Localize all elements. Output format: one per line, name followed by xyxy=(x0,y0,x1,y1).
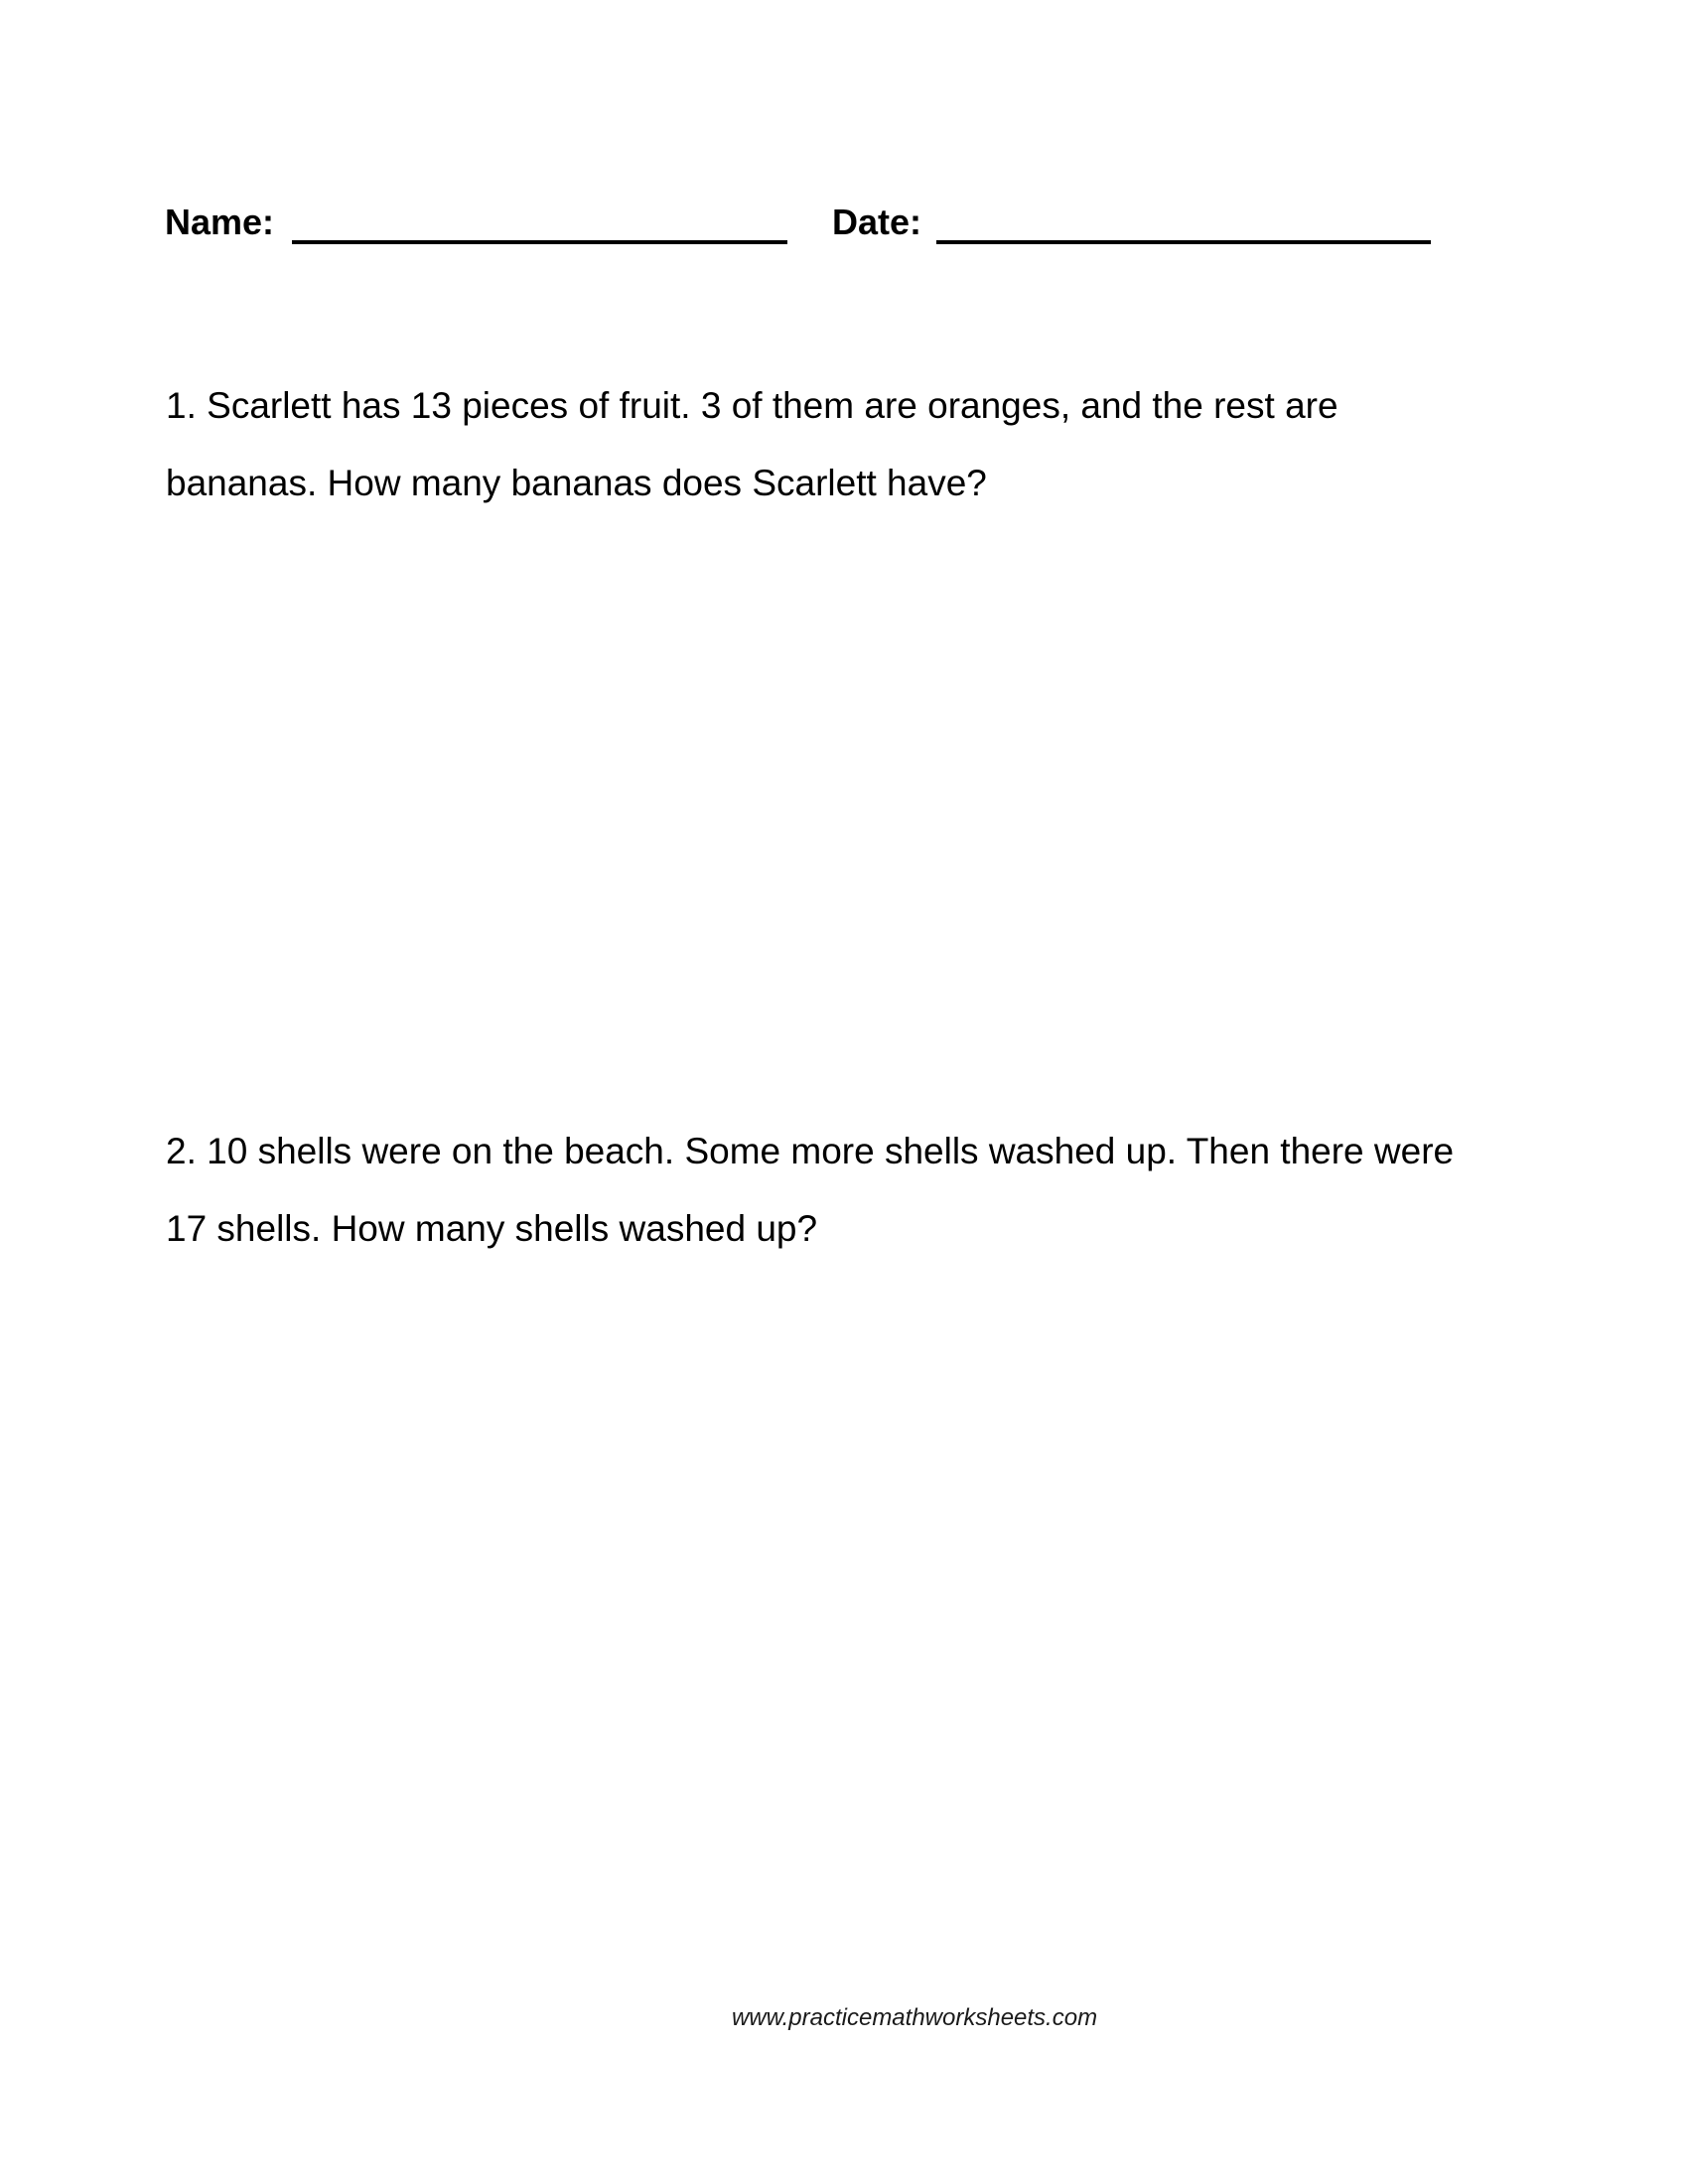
date-label: Date: xyxy=(832,202,922,242)
question-2 xyxy=(166,1113,1576,1268)
name-blank-line[interactable] xyxy=(292,240,787,244)
name-label: Name: xyxy=(165,202,275,242)
question-2-line-1: 2. 10 shells were on the beach. Some more shells washed up. Then there were xyxy=(166,1131,1455,1171)
question-1 xyxy=(166,367,1576,522)
footer-website: www.practicemathworksheets.com xyxy=(731,2004,1098,2031)
question-1-line-1: 1. Scarlett has 13 pieces of fruit. 3 of them are oranges, and the rest are xyxy=(166,385,1338,426)
name-date-header xyxy=(165,201,1456,250)
question-1-line-2: bananas. How many bananas does Scarlett have? xyxy=(166,463,987,503)
date-blank-line[interactable] xyxy=(936,240,1431,244)
question-2-line-2: 17 shells. How many shells washed up? xyxy=(166,1208,818,1249)
